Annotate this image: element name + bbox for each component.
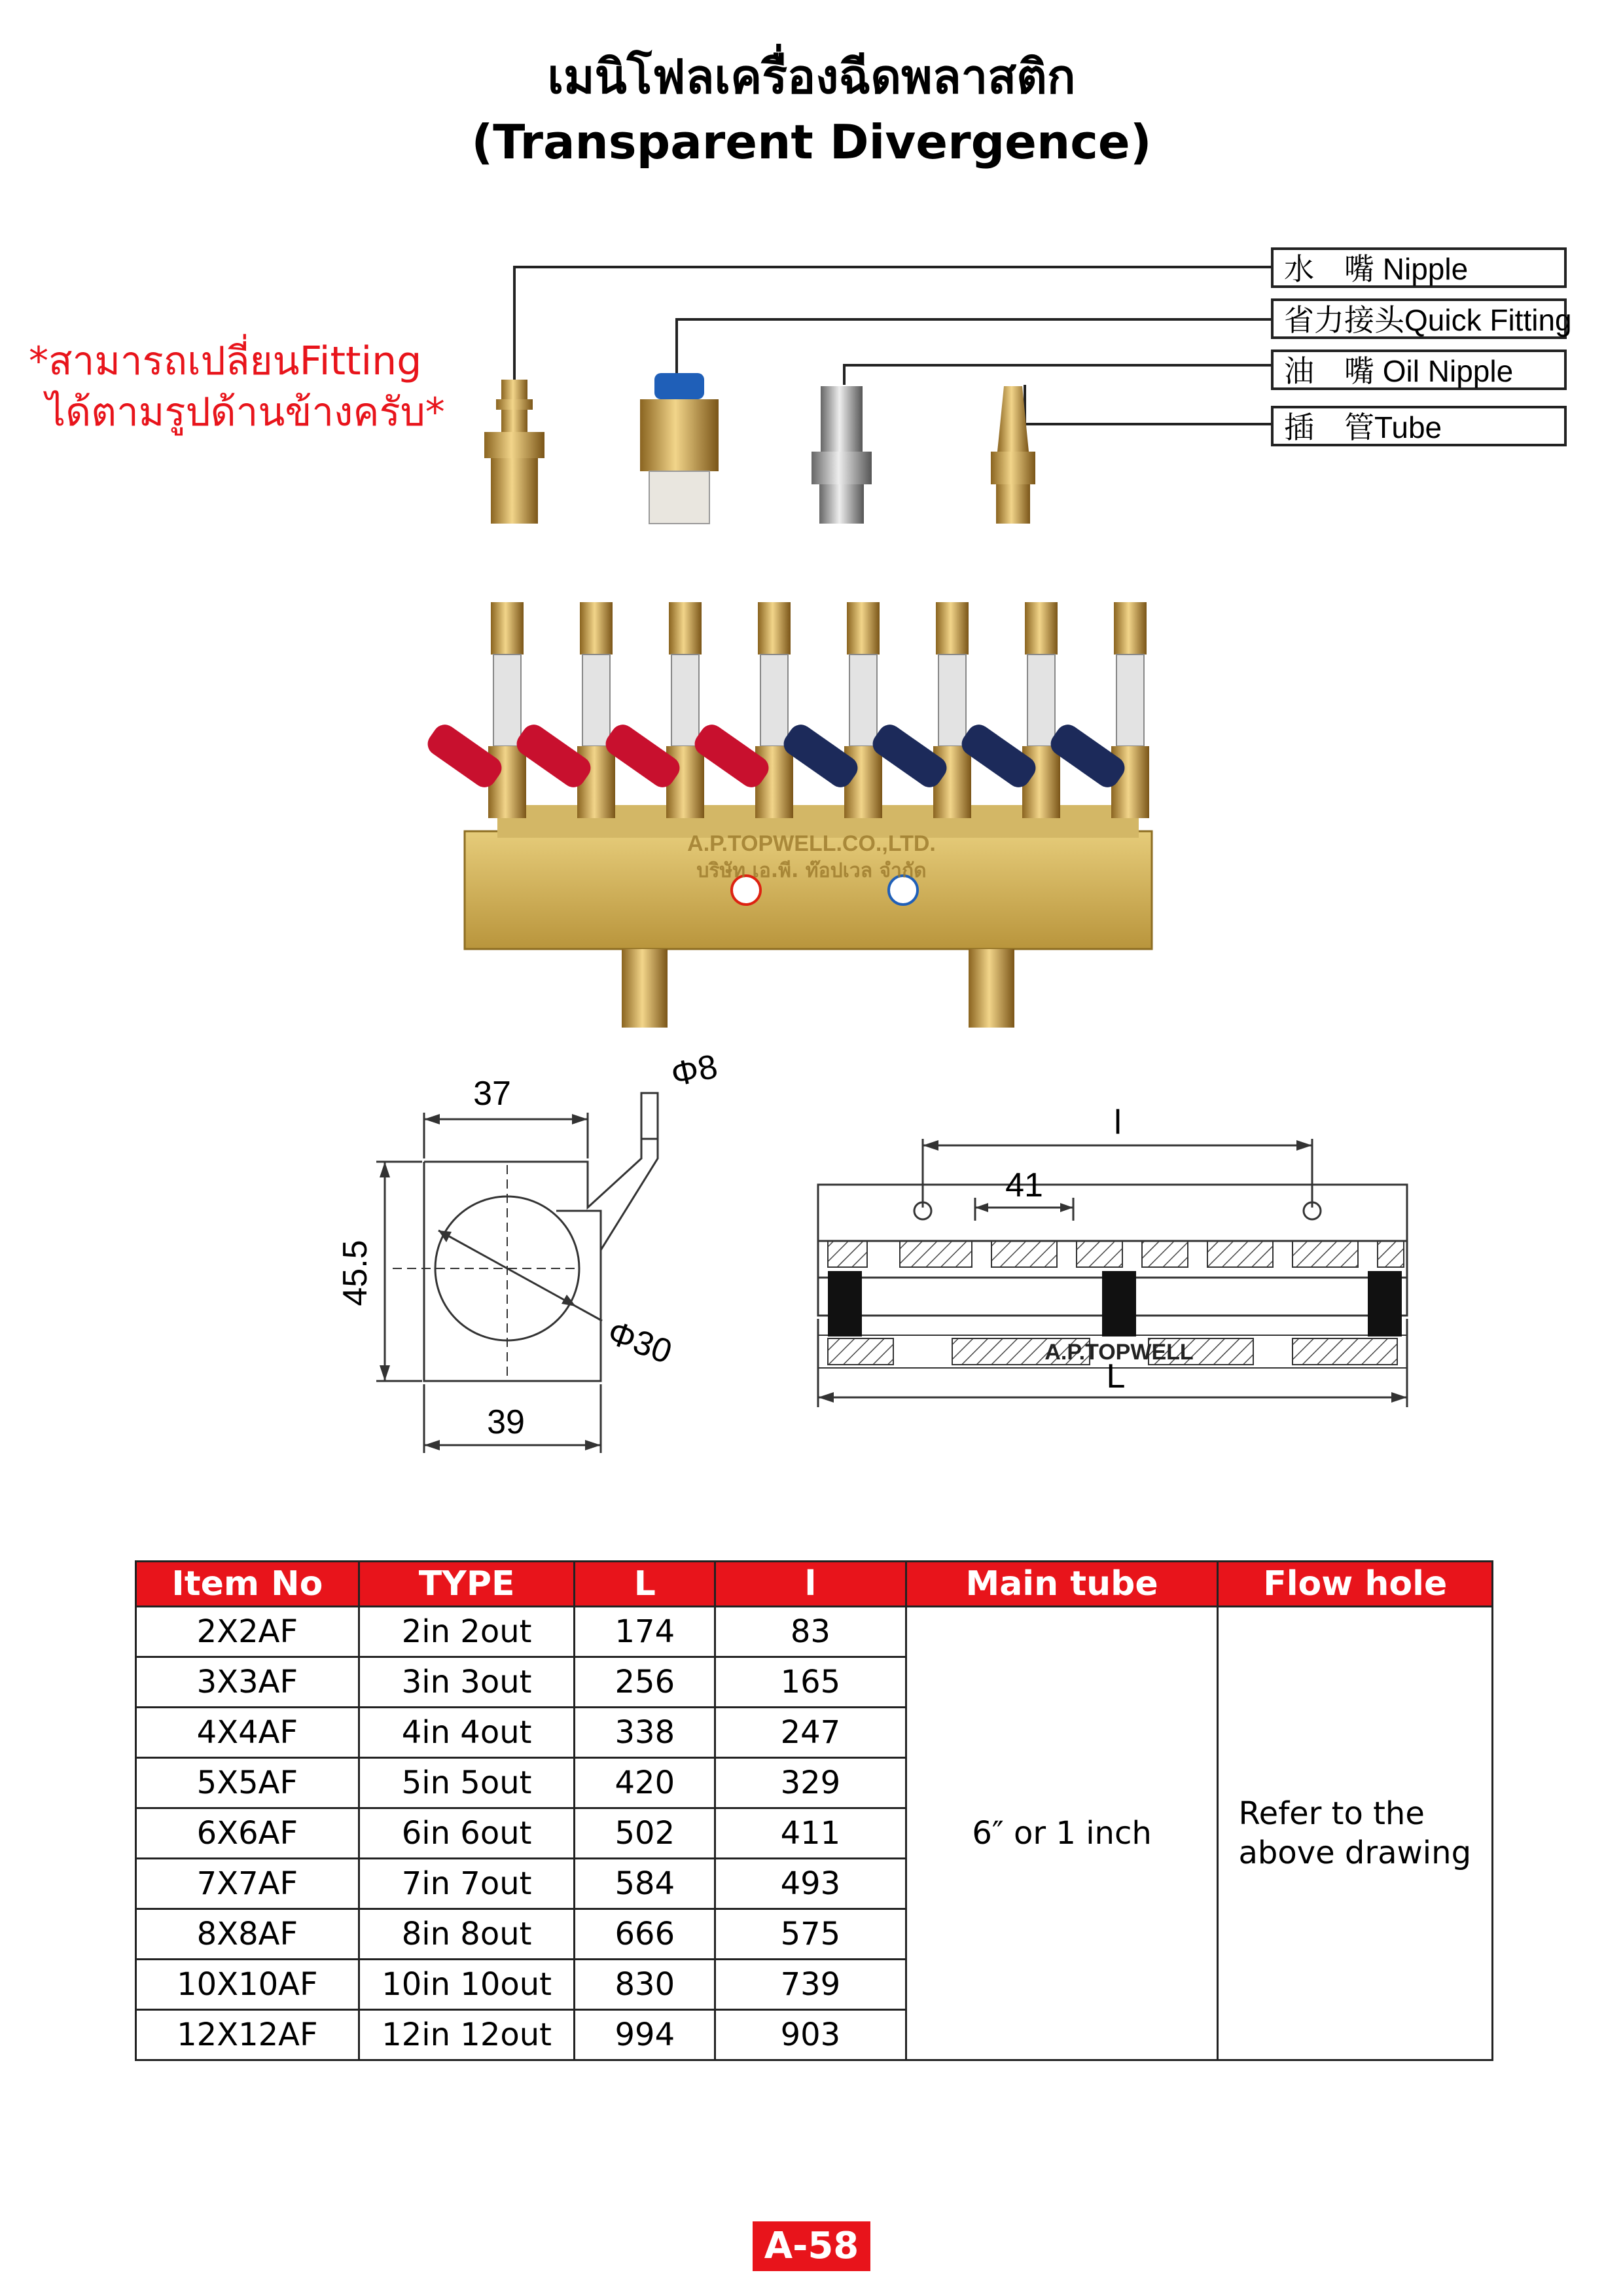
cell-type: 3in 3out [359,1657,575,1708]
cell-l: 575 [715,1909,906,1960]
dim-L: L [1106,1357,1126,1395]
col-header-l: l [715,1562,906,1607]
cell-type: 7in 7out [359,1859,575,1909]
fitting-label-tube: 插 管Tube [1271,406,1567,446]
spec-table [135,1560,1493,2061]
dim-height: 45.5 [336,1240,374,1306]
cell-l: 493 [715,1859,906,1909]
table-row [136,1607,1493,1657]
col-header-type: TYPE [359,1562,575,1607]
cell-L: 994 [575,2010,715,2060]
cell-type: 5in 5out [359,1758,575,1808]
cell-l: 247 [715,1708,906,1758]
cell-L: 256 [575,1657,715,1708]
cell-type: 10in 10out [359,1960,575,2010]
cross-section-drawing [336,1034,746,1466]
dim-width-bottom: 39 [487,1403,525,1441]
cell-item-no: 5X5AF [136,1758,359,1808]
col-header-main-tube: Main tube [906,1562,1218,1607]
dim-width-top: 37 [473,1075,511,1113]
cell-l: 329 [715,1758,906,1808]
page-title: เมนิโฟลเครื่องฉีดพลาสติก [547,49,1076,104]
nipple-fitting-icon [484,380,544,524]
side-view-drawing [812,1100,1427,1414]
fittings-photo [458,367,1113,537]
col-header-L: L [575,1562,715,1607]
table-header-row [136,1562,1493,1607]
manifold-brand: A.P.TOPWELL.CO.,LTD. [687,831,936,856]
fitting-label-quick-fitting: 省力接头Quick Fitting [1271,298,1567,339]
flow-hole-line-2: above drawing [1238,1835,1472,1871]
drawing-brand: A.P.TOPWELL [1044,1340,1194,1365]
cell-item-no: 10X10AF [136,1960,359,2010]
col-header-item-no: Item No [136,1562,359,1607]
tube-fitting-icon [991,386,1035,524]
col-header-flow-hole: Flow hole [1218,1562,1493,1607]
dim-l-small: l [1114,1103,1122,1141]
dim-pitch: 41 [1005,1166,1043,1204]
cell-L: 584 [575,1859,715,1909]
cell-L: 666 [575,1909,715,1960]
page-number-badge: A-58 [753,2221,870,2271]
note-line-1: *สามารถเปลี่ยนFitting [29,338,422,384]
manifold-photo [406,589,1217,1034]
cell-L: 174 [575,1607,715,1657]
cell-l: 83 [715,1607,906,1657]
cell-type: 2in 2out [359,1607,575,1657]
flow-hole-line-1: Refer to the [1238,1795,1425,1832]
fitting-label-oil-nipple: 油 嘴 Oil Nipple [1271,350,1567,390]
cell-type: 6in 6out [359,1808,575,1859]
note-line-2: ได้ตามรูปด้านข้างครับ* [46,389,445,435]
page-subtitle: (Transparent Divergence) [471,115,1152,170]
cell-item-no: 6X6AF [136,1808,359,1859]
cell-l: 903 [715,2010,906,2060]
cell-type: 8in 8out [359,1909,575,1960]
cell-item-no: 3X3AF [136,1657,359,1708]
cell-l: 411 [715,1808,906,1859]
dim-hole-dia: Φ30 [602,1313,677,1372]
cell-main-tube: 6″ or 1 inch [906,1607,1218,2060]
cell-L: 502 [575,1808,715,1859]
cell-type: 4in 4out [359,1708,575,1758]
cell-item-no: 12X12AF [136,2010,359,2060]
fitting-label-nipple: 水 嘴 Nipple [1271,247,1567,288]
cell-l: 165 [715,1657,906,1708]
cell-l: 739 [715,1960,906,2010]
cell-L: 830 [575,1960,715,2010]
cell-item-no: 4X4AF [136,1708,359,1758]
cell-type: 12in 12out [359,2010,575,2060]
cell-flow-hole [1218,1607,1493,2060]
dim-pipe-dia: Φ8 [668,1047,721,1094]
manifold-brand-thai: บริษัท เอ.พี. ท๊อปเวล จำกัด [696,859,927,882]
oil-nipple-icon [812,386,872,524]
cell-item-no: 7X7AF [136,1859,359,1909]
cell-item-no: 8X8AF [136,1909,359,1960]
cell-item-no: 2X2AF [136,1607,359,1657]
cell-L: 338 [575,1708,715,1758]
cell-L: 420 [575,1758,715,1808]
quick-fitting-icon [640,373,719,524]
